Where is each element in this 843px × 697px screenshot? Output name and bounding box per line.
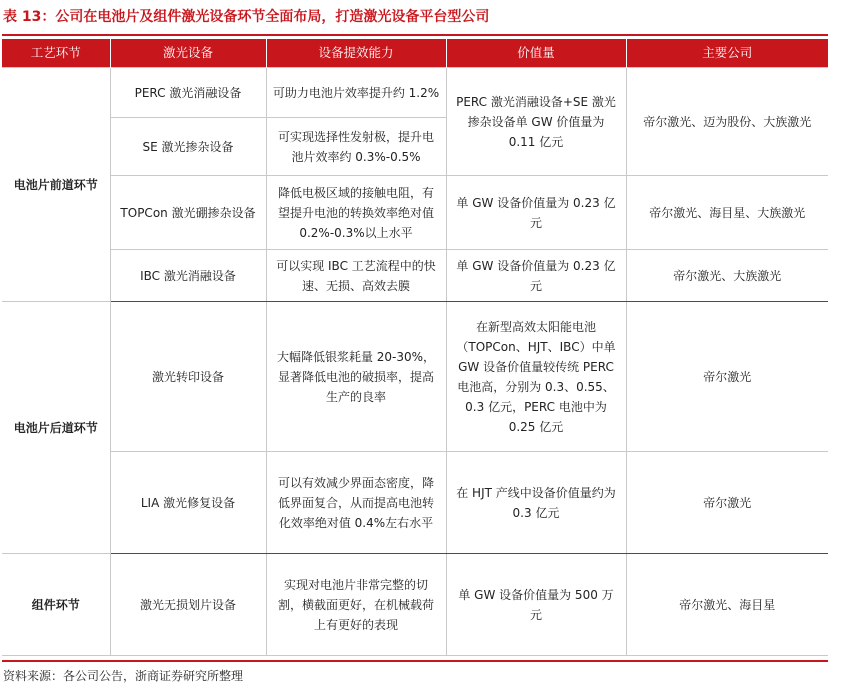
table-row <box>2 452 828 554</box>
equipment-cell: SE 激光掺杂设备 <box>110 118 266 176</box>
stage-cell-front: 电池片前道环节 <box>2 68 110 302</box>
equipment-table <box>2 39 828 656</box>
value-cell: 单 GW 设备价值量为 0.23 亿元 <box>446 250 626 302</box>
table-row <box>2 302 828 452</box>
header-stage: 工艺环节 <box>2 39 110 68</box>
header-value: 价值量 <box>446 39 626 68</box>
header-equipment: 激光设备 <box>110 39 266 68</box>
companies-cell: 帝尔激光、海目星、大族激光 <box>626 176 828 250</box>
capability-cell: 可助力电池片效率提升约 1.2% <box>266 68 446 118</box>
equipment-cell: TOPCon 激光硼掺杂设备 <box>110 176 266 250</box>
capability-cell: 可以实现 IBC 工艺流程中的快速、无损、高效去膜 <box>266 250 446 302</box>
table-row <box>2 250 828 302</box>
table-header-row <box>2 39 828 68</box>
capability-cell: 大幅降低银浆耗量 20-30%，显著降低电池的破损率，提高生产的良率 <box>266 302 446 452</box>
companies-cell: 帝尔激光 <box>626 302 828 452</box>
equipment-cell: PERC 激光消融设备 <box>110 68 266 118</box>
equipment-cell: 激光无损划片设备 <box>110 554 266 656</box>
equipment-cell: 激光转印设备 <box>110 302 266 452</box>
capability-cell: 实现对电池片非常完整的切割，横截面更好，在机械载荷上有更好的表现 <box>266 554 446 656</box>
header-capability: 设备提效能力 <box>266 39 446 68</box>
capability-cell: 可实现选择性发射极，提升电池片效率约 0.3%-0.5% <box>266 118 446 176</box>
value-cell: 在 HJT 产线中设备价值量约为 0.3 亿元 <box>446 452 626 554</box>
companies-cell: 帝尔激光、海目星 <box>626 554 828 656</box>
value-cell: 单 GW 设备价值量为 0.23 亿元 <box>446 176 626 250</box>
companies-cell: 帝尔激光 <box>626 452 828 554</box>
header-companies: 主要公司 <box>626 39 828 68</box>
table-title: 表 13：公司在电池片及组件激光设备环节全面布局，打造激光设备平台型公司 <box>3 9 490 25</box>
value-cell: PERC 激光消融设备+SE 激光掺杂设备单 GW 价值量为 0.11 亿元 <box>446 68 626 176</box>
companies-cell: 帝尔激光、迈为股份、大族激光 <box>626 68 828 176</box>
title-divider <box>2 34 828 36</box>
equipment-cell: LIA 激光修复设备 <box>110 452 266 554</box>
stage-cell-back: 电池片后道环节 <box>2 302 110 554</box>
capability-cell: 可以有效减少界面态密度，降低界面复合，从而提高电池转化效率绝对值 0.4%左右水平 <box>266 452 446 554</box>
companies-cell: 帝尔激光、大族激光 <box>626 250 828 302</box>
equipment-cell: IBC 激光消融设备 <box>110 250 266 302</box>
capability-cell: 降低电极区域的接触电阻，有望提升电池的转换效率绝对值 0.2%-0.3%以上水平 <box>266 176 446 250</box>
table-row <box>2 554 828 656</box>
table-row <box>2 176 828 250</box>
stage-cell-module: 组件环节 <box>2 554 110 656</box>
source-note: 资料来源：各公司公告，浙商证券研究所整理 <box>3 669 244 683</box>
bottom-divider <box>2 660 828 662</box>
value-cell: 在新型高效太阳能电池（TOPCon、HJT、IBC）中单 GW 设备价值量较传统 PERC 电池高，分别为 0.3、0.55、0.3 亿元，PERC 电池中为 0.25 亿元 <box>446 302 626 452</box>
table-row <box>2 68 828 118</box>
value-cell: 单 GW 设备价值量为 500 万元 <box>446 554 626 656</box>
